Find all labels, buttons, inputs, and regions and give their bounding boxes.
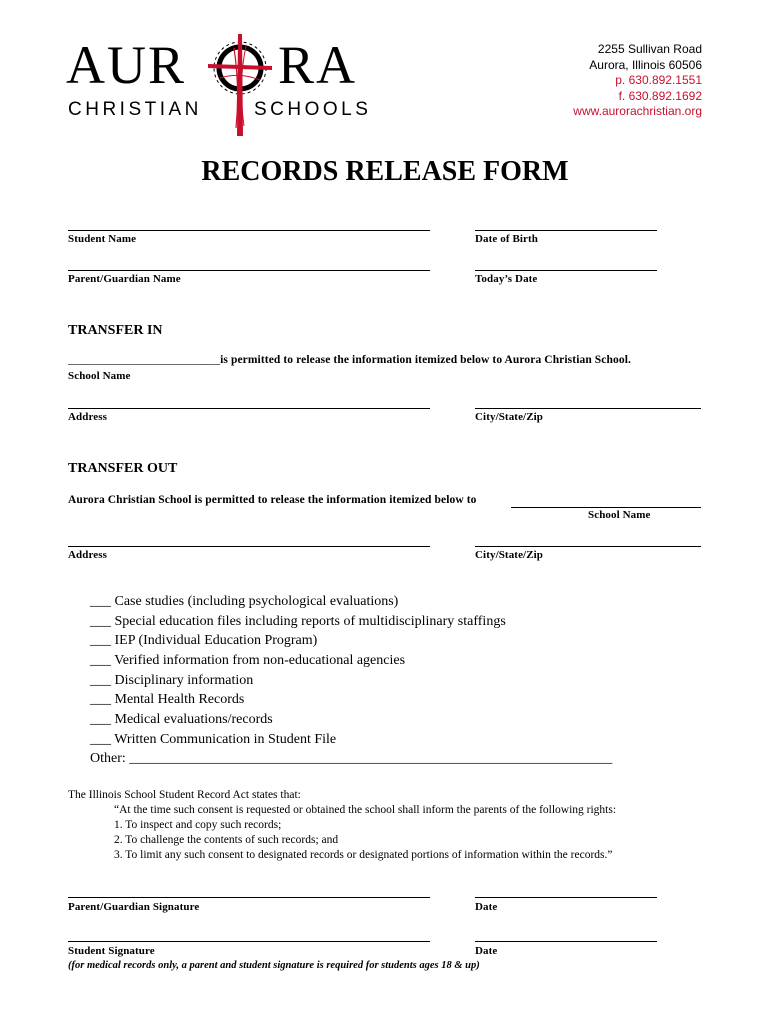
logo-subtitle-left: CHRISTIAN	[68, 99, 202, 120]
checklist-item-disciplinary[interactable]: ___ Disciplinary information	[90, 673, 254, 688]
address-street: 2255 Sullivan Road	[597, 42, 702, 56]
transfer-in-address-field[interactable]	[68, 408, 430, 409]
checklist-item-special-education[interactable]: ___ Special education files including reports of multidisciplinary staffings	[90, 614, 506, 629]
transfer-in-school-field[interactable]: __________________________	[68, 354, 221, 366]
date-of-birth-label: Date of Birth	[475, 233, 539, 245]
transfer-in-heading: TRANSFER IN	[68, 323, 163, 338]
signature-note: (for medical records only, a parent and student signature is required for students ages 18 & up)	[68, 960, 480, 971]
form-title: RECORDS RELEASE FORM	[201, 156, 569, 187]
student-signature-date-field[interactable]	[475, 941, 657, 942]
checklist-item-written-communication[interactable]: ___ Written Communication in Student File	[90, 732, 337, 747]
transfer-out-address-field[interactable]	[68, 546, 430, 547]
student-signature-date-label: Date	[475, 945, 498, 957]
transfer-in-school-name-label: School Name	[68, 370, 131, 382]
law-right-3: 3. To limit any such consent to designated records or designated portions of information within the records.”	[114, 849, 613, 861]
logo-cross-emblem	[200, 28, 280, 140]
transfer-in-city-field[interactable]	[475, 408, 701, 409]
parent-signature-date-label: Date	[475, 901, 498, 913]
parent-signature-label: Parent/Guardian Signature	[68, 901, 200, 913]
student-signature-label: Student Signature	[68, 945, 155, 957]
transfer-out-address-label: Address	[68, 549, 108, 561]
address-phone: p. 630.892.1551	[615, 73, 702, 87]
logo-text-left: AUR	[66, 35, 187, 95]
transfer-in-sentence: is permitted to release the information itemized below to Aurora Christian School.	[220, 354, 631, 366]
transfer-in-city-label: City/State/Zip	[475, 411, 544, 423]
student-name-label: Student Name	[68, 233, 137, 245]
transfer-out-school-name-label: School Name	[588, 509, 651, 521]
checklist-item-medical[interactable]: ___ Medical evaluations/records	[90, 712, 273, 727]
transfer-out-school-field[interactable]	[511, 507, 701, 508]
school-address-block	[573, 42, 702, 120]
law-right-2: 2. To challenge the contents of such records; and	[114, 834, 339, 846]
checklist-item-case-studies[interactable]: ___ Case studies (including psychological evaluations)	[90, 594, 399, 609]
address-fax: f. 630.892.1692	[618, 88, 702, 103]
parent-name-field[interactable]	[68, 270, 430, 271]
checklist-item-iep[interactable]: ___ IEP (Individual Education Program)	[90, 633, 318, 648]
date-of-birth-field[interactable]	[475, 230, 657, 231]
student-name-field[interactable]	[68, 230, 430, 231]
transfer-out-city-label: City/State/Zip	[475, 549, 544, 561]
checklist-item-verified-info[interactable]: ___ Verified information from non-educational agencies	[90, 653, 406, 668]
transfer-in-statement	[68, 354, 631, 366]
law-right-1: 1. To inspect and copy such records;	[114, 819, 282, 831]
checklist-item-other[interactable]: Other: _____________________________________________________________________	[90, 751, 613, 766]
parent-signature-field[interactable]	[68, 897, 430, 898]
transfer-in-address-label: Address	[68, 411, 108, 423]
law-quote: “At the time such consent is requested or obtained the school shall inform the parents of the following rights:	[114, 804, 617, 816]
address-website[interactable]: www.aurorachristian.org	[573, 104, 702, 118]
parent-name-label: Parent/Guardian Name	[68, 273, 181, 285]
law-intro: The Illinois School Student Record Act states that:	[68, 789, 301, 801]
transfer-out-city-field[interactable]	[475, 546, 701, 547]
transfer-out-heading: TRANSFER OUT	[68, 461, 178, 476]
todays-date-field[interactable]	[475, 270, 657, 271]
logo-text-right: RA	[278, 35, 358, 95]
logo-subtitle-right: SCHOOLS	[254, 99, 372, 120]
parent-signature-date-field[interactable]	[475, 897, 657, 898]
todays-date-label: Today’s Date	[475, 273, 538, 285]
checklist-item-mental-health[interactable]: ___ Mental Health Records	[90, 692, 245, 707]
address-city: Aurora, Illinois 60506	[589, 57, 702, 72]
student-signature-field[interactable]	[68, 941, 430, 942]
transfer-out-sentence: Aurora Christian School is permitted to release the information itemized below to	[68, 494, 477, 506]
